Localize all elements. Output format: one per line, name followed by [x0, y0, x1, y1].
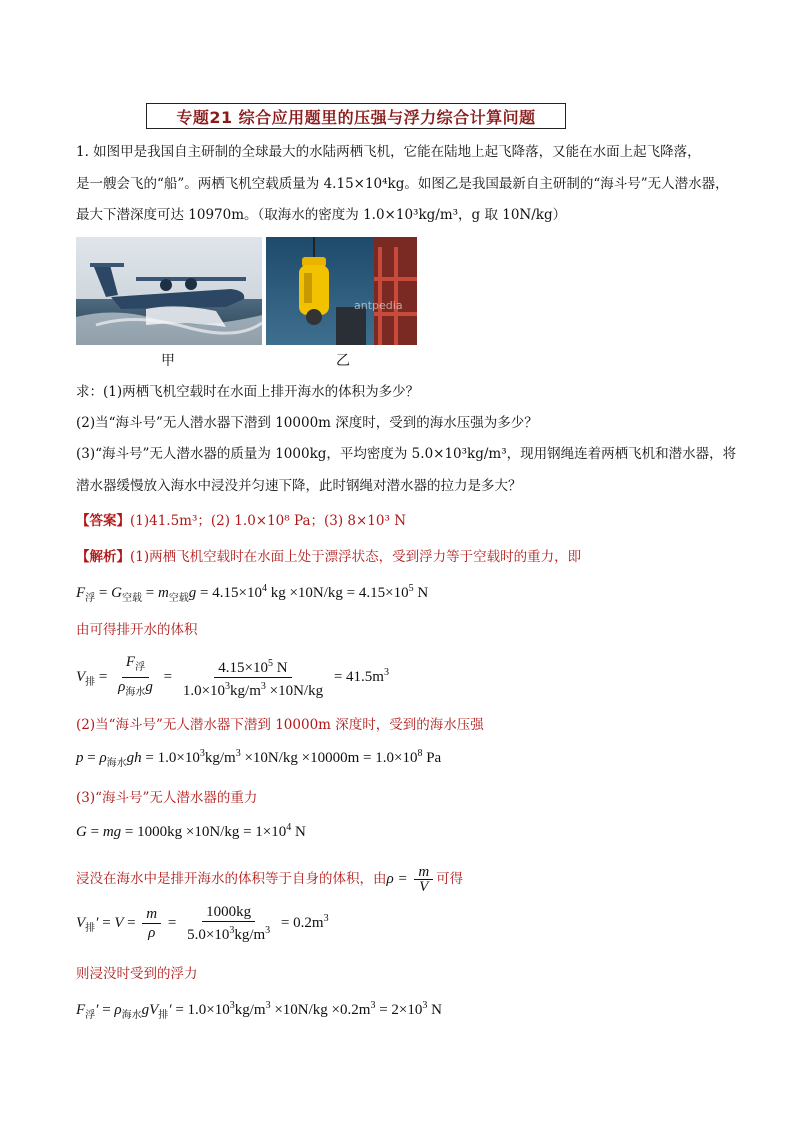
analysis-step-4-suffix: 可得 — [436, 870, 464, 887]
analysis-label: 【解析】 — [76, 549, 130, 565]
page-title: 专题21 综合应用题里的压强与浮力综合计算问题 — [146, 103, 566, 129]
analysis-step-4-text: 浸没在海水中是排开海水的体积等于自身的体积，由 — [76, 870, 387, 887]
analysis-step-2: (2)当“海斗号”无人潜水器下潜到 10000m 深度时，受到的海水压强 — [76, 717, 484, 733]
amphibious-plane-photo — [76, 237, 262, 345]
problem-line-1: 1. 如图甲是我国自主研制的全球最大的水陆两栖飞机，它能在陆地上起飞降落，又能在水面上起飞降落， — [76, 144, 701, 160]
problem-line-3: 最大下潜深度可达 10970m。（取海水的密度为 1.0×10³kg/m³，g 取 10N/kg） — [76, 207, 567, 223]
equation-volume-submerged: $V_排' = V$ = $\frac{m}{\rho}$ = $\frac{1000kg}{5.0\times 10^3kg/m^3}$ = $0.2m^3$ — [76, 904, 329, 943]
watermark-text: antpedia — [354, 299, 403, 312]
equation-volume: $V_排$ = $\frac{F_浮}{\rho_{海水}g}$ = $\frac{4.15\times 10^5 N}{1.0\times 10^3kg/m^3 \times 10N/kg}$ = $41.5m^3$ — [76, 654, 389, 699]
question-1: 求：(1)两栖飞机空载时在水面上排开海水的体积为多少？ — [76, 384, 420, 400]
analysis-step-5: 则浸没时受到的浮力 — [76, 966, 198, 982]
question-2: (2)当“海斗号”无人潜水器下潜到 10000m 深度时，受到的海水压强为多少？ — [76, 415, 538, 431]
equation-buoyancy: $F_浮 = G_{空载} = m_{空载}g = 4.15\times 10^4$ kg $\times 10N/kg = 4.15\times 10^5$ N — [76, 583, 429, 604]
submersible-photo — [266, 237, 417, 345]
analysis-intro: (1)两栖飞机空载时在水面上处于漂浮状态，受到浮力等于空载时的重力，即 — [130, 549, 582, 565]
equation-gravity: G = mg = $1000kg \times 10N/kg = 1\times 10^4$ N — [76, 822, 306, 840]
equation-buoyancy-submerged: $F_浮' = \rho_{海水}gV_排' = 1.0\times 10^3kg/m^3 \times 10N/kg \times 0.2m^3 = 2\times 10^3$ N — [76, 1000, 442, 1021]
caption-yi: 乙 — [336, 353, 350, 369]
analysis-step-1: 由可得排开水的体积 — [76, 622, 198, 638]
question-3-line-1: (3)“海斗号”无人潜水器的质量为 1000kg，平均密度为 5.0×10³kg/m³，现用钢绳连着两栖飞机和潜水器，将 — [76, 446, 737, 462]
analysis-step-4: 浸没在海水中是排开海水的体积等于自身的体积，由ρ = $\frac{m}{V}$ 可得 — [76, 864, 464, 895]
answer-label: 【答案】 — [76, 513, 130, 529]
problem-line-2: 是一艘会飞的“船”。两栖飞机空载质量为 4.15×10⁴kg。如图乙是我国最新自主研制的“海斗号”无人潜水器， — [76, 176, 729, 192]
analysis-step-3: (3)“海斗号”无人潜水器的重力 — [76, 790, 258, 806]
analysis-line — [76, 547, 726, 568]
equation-pressure: $p = \rho_{海水}gh = 1.0\times 10^3kg/m^3 \times 10N/kg \times 10000m = 1.0\times 10^8$ Pa — [76, 748, 442, 769]
question-3-line-2: 潜水器缓慢放入海水中浸没并匀速下降，此时钢绳对潜水器的拉力是多大？ — [76, 478, 522, 494]
answer-text: (1)41.5m³；(2) 1.0×10⁸ Pa；(3) 8×10³ N — [130, 513, 407, 529]
caption-jia: 甲 — [161, 353, 175, 369]
answer-line — [76, 511, 726, 532]
